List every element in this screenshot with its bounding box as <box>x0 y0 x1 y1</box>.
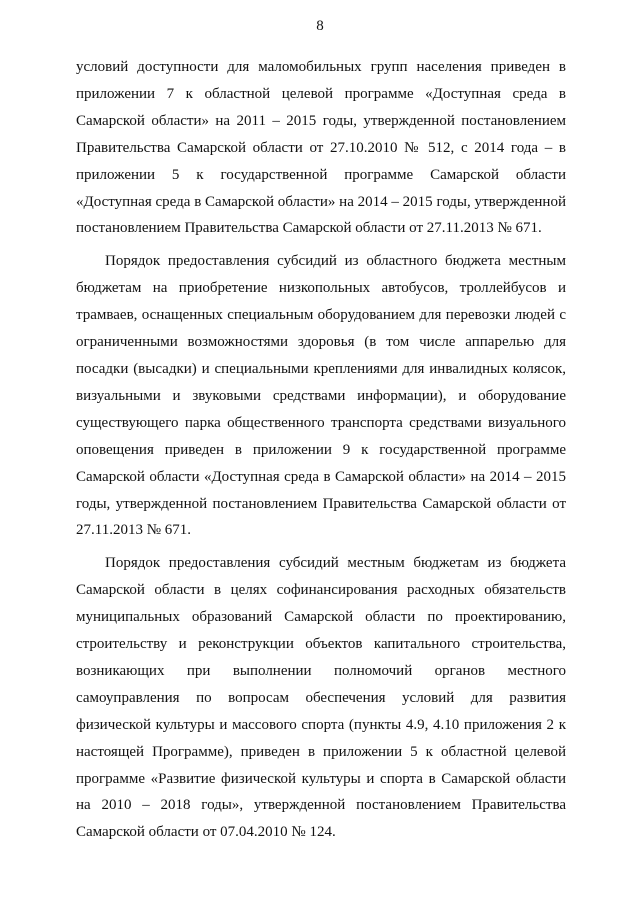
paragraph-transport-subsidies: Порядок предоставления субсидий из областного бюджета местным бюджетам на приобретение низкопольных автобусов, троллейбусов и трамваев, оснащенных специальным оборудованием для перевозки людей с ограниченными возможностями здоровья (в том числе аппарелью для посадки (высадки) и специальными креплениями для инвалидных колясок, визуальными и звуковыми средствами информации), и оборудование существующего парка общественного транспорта средствами визуального оповещения приведен в приложении 9 к государственной программе Самарской области «Доступная среда в Самарской области» на 2014 – 2015 годы, утвержденной постановлением Правительства Самарской области от 27.11.2013 № 671. <box>76 253 566 539</box>
page-number: 8 <box>316 18 324 34</box>
document-body <box>76 54 566 846</box>
paragraph-continuation: условий доступности для маломобильных групп населения приведен в приложении 7 к областной целевой программе «Доступная среда в Самарской области» на 2011 – 2015 годы, утвержденной постановлением Правительства Самарской области от 27.10.2010 № 512, с 2014 года – в приложении 5 к государственной программе Самарской области «Доступная среда в Самарской области» на 2014 – 2015 годы, утвержденной постановлением Правительства Самарской области от 27.11.2013 № 671. <box>76 59 566 237</box>
paragraph-sport-subsidies: Порядок предоставления субсидий местным бюджетам из бюджета Самарской области в целях софинансирования расходных обязательств муниципальных образований Самарской области по проектированию, строительству и реконструкции объектов капитального строительства, возникающих при выполнении полномочий органов местного самоуправления по вопросам обеспечения условий для развития физической культуры и массового спорта (пункты 4.9, 4.10 приложения 2 к настоящей Программе), приведен в приложении 5 к областной целевой программе «Развитие физической культуры и спорта в Самарской области на 2010 – 2018 годы», утвержденной постановлением Правительства Самарской области от 07.04.2010 № 124. <box>76 555 566 841</box>
